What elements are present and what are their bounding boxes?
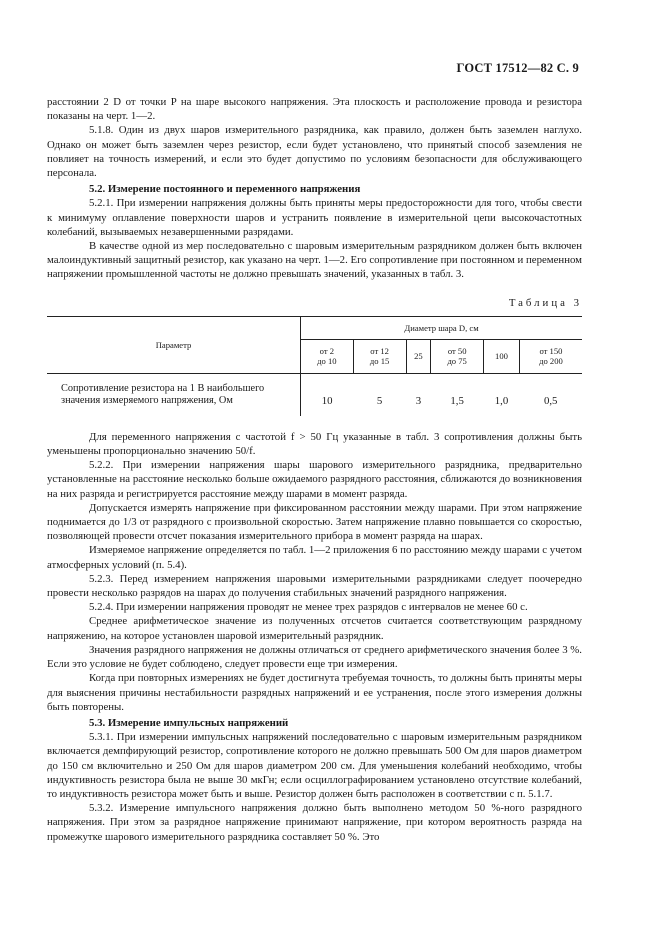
paragraph: 5.2.3. Перед измерением напряжения шаровыми измерительными разрядниками следует поочередно провести несколько разрядов на шарах до получения стабильных значений разрядного напряжения. (47, 572, 582, 600)
table-caption: Таблица 3 (508, 296, 582, 309)
paragraph: 5.3.2. Измерение импульсного напряжения должно быть выполнено методом 50 %-ного разрядного напряжения. При этом за разрядное напряжение принимают напряжение, при котором вероятность разряда на промежутке шарового измерительного разрядника составляет 50 %. Это (47, 802, 582, 843)
diameter-column-header (406, 339, 431, 373)
diameter-column-header (301, 339, 354, 373)
column-line1: 100 (495, 351, 508, 362)
table-cell-value: 10 (321, 394, 333, 407)
table-cell-value: 5 (376, 394, 383, 407)
section-heading-5-3: 5.3. Измерение импульсных напряжений (89, 716, 289, 729)
paragraph: Для переменного напряжения с частотой f > 50 Гц указанные в табл. 3 сопротивления должны быть уменьшены пропорционально значению 50/f. (47, 430, 582, 458)
column-line2: до 10 (317, 356, 337, 367)
after-table-paragraphs (47, 430, 582, 714)
param-header: Параметр (47, 316, 301, 373)
paragraph: Измеряемое напряжение определяется по табл. 1—2 приложения 6 по расстоянию между шарами с учетом атмосферных условий (п. 5.4). (47, 544, 582, 571)
table-row (47, 373, 582, 416)
paragraph: 5.2.4. При измерении напряжения проводят не менее трех разрядов с интервалов не менее 60 с. (89, 601, 528, 614)
paragraph: 5.1.8. Один из двух шаров измерительного разрядника, как правило, должен быть заземлен наглухо. Однако он может быть заземлен через резистор, если будет установлено, что принятый способ заземления не повлияет на точность измерений, и если это будет допустимо по условиям безопасности для обслуживающего персонала. (47, 124, 582, 180)
table-cell-value: 1,0 (494, 394, 509, 407)
diameter-column-header (431, 339, 484, 373)
paragraph: расстоянии 2 D от точки P на шаре высокого напряжения. Эта плоскость и расположение провода и резистора показаны на черт. 1—2. (47, 96, 582, 123)
paragraph: 5.3.1. При измерении импульсных напряжений последовательно с шаровым измерительным разрядником включается демпфирующий резистор, сопротивление которого не должно превышать 500 Ом для шаров диаметром до 150 см включительно и 250 Ом для шаров диаметром 200 см. Для уменьшения колебаний необходимо, чтобы индуктивность резистора была не выше 30 мкГн; если осциллографированием установлено отсутствие колебаний, то индуктивность резистора может быть и выше. Резистор должен быть расположен в соответствии с п. 5.1.7. (47, 731, 582, 800)
column-line1: от 2 (319, 345, 335, 356)
row-label: Сопротивление резистора на 1 В наибольшего значения измеряемого напряжения, Ом (47, 373, 301, 416)
column-line2: до 75 (447, 356, 467, 367)
column-line1: от 50 (447, 345, 467, 356)
diameter-column-header (353, 339, 406, 373)
column-line2: до 15 (369, 356, 390, 367)
paragraph: 5.2.2. При измерении напряжения шары шарового измерительного разрядника, предварительно установленные на расстояние несколько больше ожидаемого разрядного расстояния, сближаются до возникновения на них разряда и регистрируется расстояние между шарами в момент разряда. (47, 459, 582, 500)
top-paragraphs (47, 95, 582, 180)
paragraph: Когда при повторных измерениях не будет достигнута требуемая точность, то должны быть приняты меры для выяснения причины нестабильности разрядных напряжений и ее устранения, после этого измерения должны быть повторены. (47, 672, 582, 713)
paragraph: В качестве одной из мер последовательно с шаровым измерительным разрядником должен быть включен малоиндуктивный защитный резистор, как указано на черт. 1—2. Его сопротивление при постоянном и переменном напряжении промышленной частоты не должно превышать значений, указанных в табл. 3. (47, 240, 582, 281)
paragraph: Значения разрядного напряжения не должны отличаться от среднего арифметического значения более 3 %. Если это условие не будет соблюдено, следует провести еще три измерения. (47, 643, 582, 671)
column-line2: до 200 (539, 356, 563, 367)
page-content (47, 95, 582, 844)
section-5-2-paragraphs (47, 196, 582, 281)
diameter-column-header (484, 339, 520, 373)
diameter-column-header (519, 339, 582, 373)
table-cell-value: 0,5 (543, 394, 558, 407)
table-cell-value: 3 (415, 394, 422, 407)
table-3 (47, 316, 582, 416)
column-line1: 25 (414, 351, 423, 362)
column-line1: от 12 (370, 345, 389, 356)
paragraph: Среднее арифметическое значение из полученных отсчетов считается соответствующим разрядному напряжению, на которое установлен шаровой измерительный разрядник. (47, 615, 582, 642)
diameter-header: Диаметр шара D, см (301, 316, 583, 339)
paragraph: Допускается измерять напряжение при фиксированном расстоянии между шарами. При этом напряжение поднимается до 1/3 от разрядного с произвольной скоростью. Затем напряжение плавно повышается со скоростью, позволяющей провести отсчет показания измерительного прибора в момент разряда на шарах. (47, 501, 582, 543)
section-heading-5-2: 5.2. Измерение постоянного и переменного напряжения (89, 183, 361, 196)
column-line1: от 150 (539, 345, 563, 356)
page-header: ГОСТ 17512—82 С. 9 (456, 61, 579, 75)
section-5-3-paragraphs (47, 730, 582, 844)
paragraph: 5.2.1. При измерении напряжения должны быть приняты меры предосторожности для того, чтобы свести к минимуму оплавление поверхности шаров и устранить появление в измерительной цепи высокочастотных колебаний, вызываемых незавершенными разрядами. (47, 197, 582, 238)
table-cell-value: 1,5 (450, 394, 464, 407)
